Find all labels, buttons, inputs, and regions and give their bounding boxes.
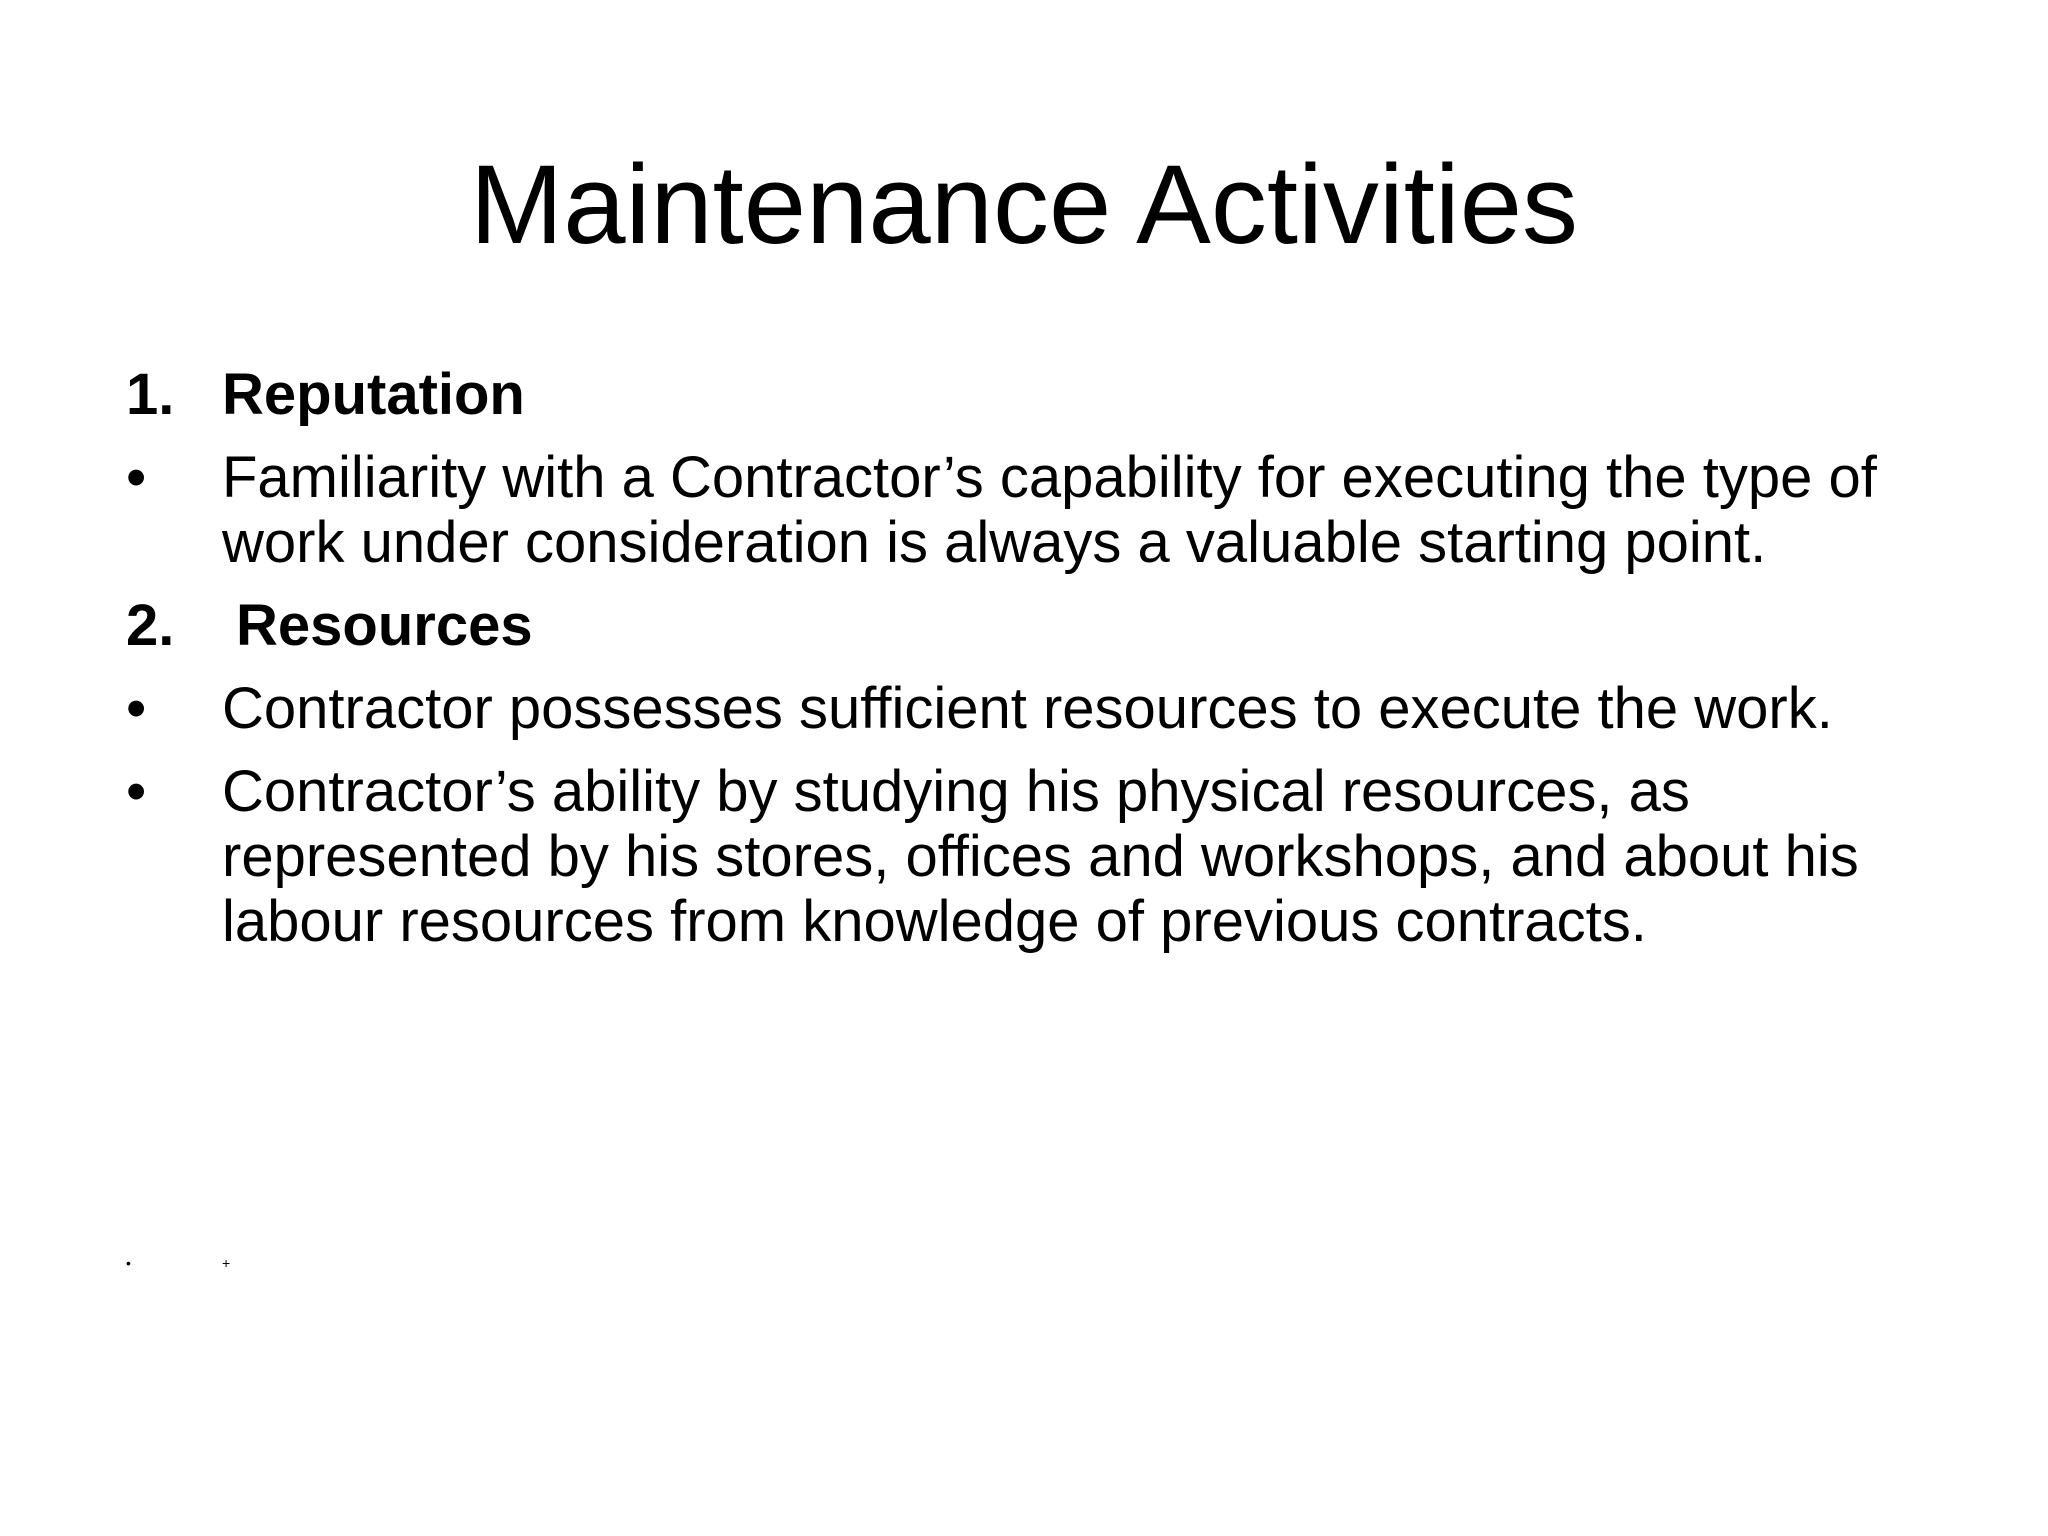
list-number: 2. — [126, 593, 175, 658]
list-item-resources — [126, 593, 1986, 658]
list-item-reputation — [126, 362, 1986, 427]
small-bullet-row — [126, 1256, 326, 1280]
bullet-icon: • — [126, 445, 147, 510]
bullet-text: Contractor possesses sufficient resources to execute the work. — [222, 676, 1833, 741]
slide-body — [126, 362, 1986, 972]
bullet-icon: • — [126, 676, 147, 741]
bullet-text: Contractor’s ability by studying his physical resources, as represented by his stores, offices and workshops, and about his labour resources from knowledge of previous contracts. — [222, 759, 1859, 954]
bullet-icon: • — [126, 759, 147, 824]
list-number: 1. — [126, 362, 175, 427]
small-bullet-icon: • — [126, 1255, 131, 1271]
bullet-text: Familiarity with a Contractor’s capability for executing the type of work under consideration is always a valuable starting point. — [222, 445, 1877, 575]
list-item-bullet — [126, 676, 1986, 741]
heading-resources: Resources — [236, 593, 533, 658]
slide-title: Maintenance Activities — [469, 142, 1579, 267]
list-item-bullet — [126, 759, 1986, 954]
heading-reputation: Reputation — [222, 362, 525, 427]
list-item-bullet — [126, 445, 1986, 575]
small-bullet-text: + — [222, 1255, 231, 1271]
